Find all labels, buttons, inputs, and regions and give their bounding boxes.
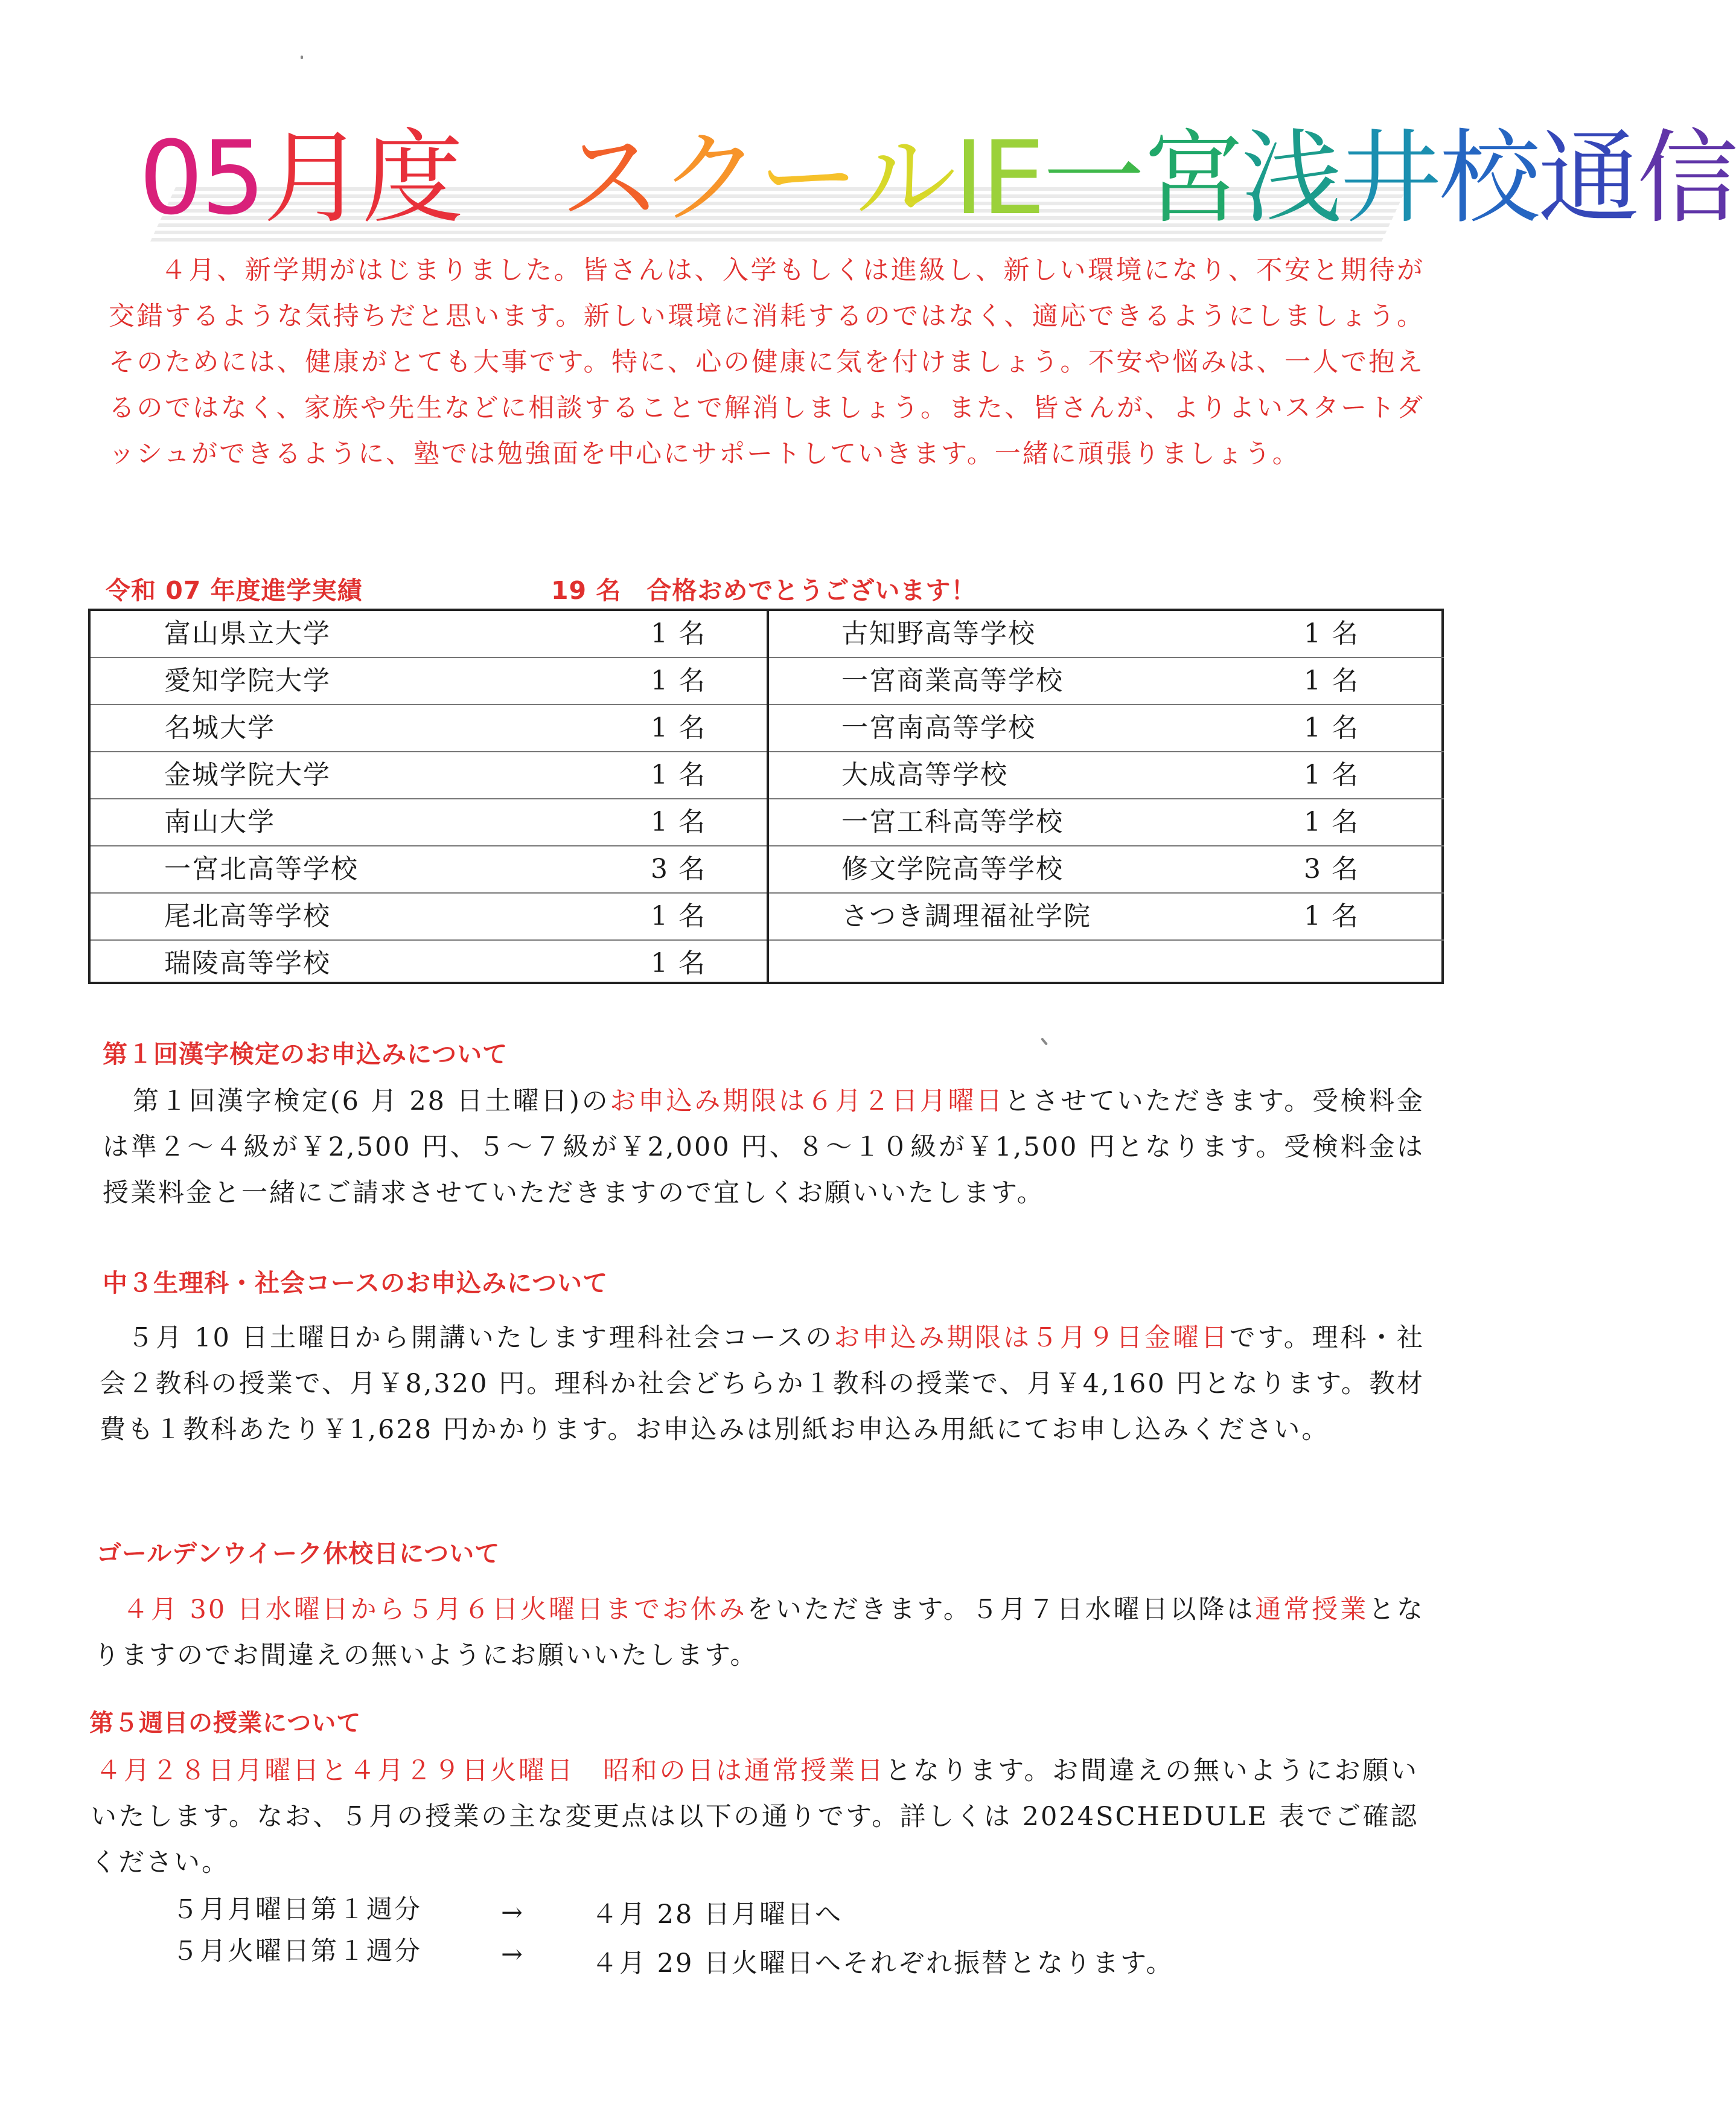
week5-text: となります。お間違えの無いようにお願いいたします。なお、５月の授業の主な変更点は以下の通りです。詳しくは 2024SCHEDULE 表でご確認ください。 bbox=[91, 1756, 1419, 1878]
science-heading: 中３生理科・社会コースのお申込みについて bbox=[103, 1269, 608, 1297]
pass-count: 1 名 bbox=[651, 712, 706, 743]
title-segment: 通 bbox=[1538, 119, 1638, 237]
pass-count: 1 名 bbox=[1304, 760, 1359, 790]
table-row bbox=[91, 941, 767, 987]
schedule-to: ４月 28 日月曜日へ bbox=[592, 1899, 843, 1930]
kanji-paragraph bbox=[103, 1078, 1425, 1216]
pass-count: 1 名 bbox=[1304, 618, 1359, 649]
week5-heading: 第５週目の授業について bbox=[89, 1709, 362, 1737]
table-row bbox=[769, 846, 1444, 894]
table-row bbox=[769, 894, 1444, 941]
school-name: 富山県立大学 bbox=[164, 618, 331, 649]
golden-week-paragraph bbox=[94, 1587, 1425, 1678]
table-row bbox=[91, 611, 767, 658]
pass-count: 1 名 bbox=[1304, 712, 1359, 743]
pass-count: 1 名 bbox=[1304, 901, 1359, 932]
school-name: 一宮北高等学校 bbox=[164, 854, 359, 885]
arrow-icon: → bbox=[501, 1898, 525, 1928]
golden-week-normal: 通常授業 bbox=[1255, 1595, 1369, 1625]
school-name: 愛知学院大学 bbox=[164, 665, 331, 696]
title-segment: 校 bbox=[1439, 119, 1539, 237]
school-name: さつき調理福祉学院 bbox=[841, 901, 1091, 932]
title-segment: 信 bbox=[1637, 119, 1736, 237]
science-text-1: ５月 10 日土曜日から開講いたします理科社会コースの bbox=[127, 1323, 834, 1353]
kanji-text-2: とさせていただきます。受検料金は準２～４級が￥2,500 円、５～７級が￥2,000 円、８～１０級が￥1,500 円となります。受検料金は授業料金と一緒にご請求させていただきますので宜しくお願いいたします。 bbox=[103, 1086, 1425, 1208]
title-segment: 宮 bbox=[1142, 119, 1242, 237]
school-name: 瑞陵高等学校 bbox=[164, 948, 331, 979]
school-name: 修文学院高等学校 bbox=[841, 854, 1064, 885]
golden-week-text-2: となりますのでお間違えの無いようにお願いいたします。 bbox=[94, 1595, 1425, 1671]
science-paragraph bbox=[100, 1315, 1425, 1453]
schedule-from: ５月火曜日第１週分 bbox=[172, 1936, 422, 1966]
title-segment bbox=[461, 119, 560, 237]
table-row bbox=[769, 705, 1444, 752]
table-row bbox=[91, 752, 767, 799]
week5-paragraph bbox=[91, 1748, 1418, 1886]
pass-count: 1 名 bbox=[651, 807, 706, 837]
golden-week-heading: ゴールデンウイーク休校日について bbox=[97, 1539, 500, 1568]
pass-count: 1 名 bbox=[1304, 665, 1359, 696]
school-name: 南山大学 bbox=[164, 807, 275, 837]
week5-dates: ４月２８日月曜日と４月２９日火曜日 昭和の日は通常授業日 bbox=[95, 1756, 886, 1786]
title-segment: 井 bbox=[1340, 119, 1440, 237]
kanji-deadline: お申込み期限は６月２日月曜日 bbox=[610, 1086, 1004, 1116]
title-segment: ク bbox=[659, 119, 758, 237]
title-segment: IE bbox=[954, 119, 1044, 237]
title-segment: 月度 bbox=[263, 119, 461, 237]
title-segment: ス bbox=[560, 119, 659, 237]
pass-count: 1 名 bbox=[1304, 807, 1359, 837]
title-text bbox=[139, 115, 1736, 242]
table-row bbox=[769, 799, 1444, 846]
school-name: 尾北高等学校 bbox=[164, 901, 331, 932]
table-row bbox=[769, 611, 1444, 658]
table-row bbox=[91, 846, 767, 894]
table-row-empty bbox=[769, 941, 1444, 987]
school-name: 名城大学 bbox=[164, 712, 275, 743]
title-segment: ー bbox=[758, 119, 855, 237]
pass-count: 3 名 bbox=[1304, 854, 1359, 885]
pass-count: 1 名 bbox=[651, 665, 706, 696]
table-row bbox=[91, 894, 767, 941]
kanji-text-1: 第１回漢字検定(6 月 28 日土曜日)の bbox=[133, 1086, 610, 1116]
results-column-right bbox=[767, 611, 1444, 982]
pass-count: 1 名 bbox=[651, 618, 706, 649]
newsletter-title bbox=[139, 115, 1736, 254]
pass-count: 3 名 bbox=[651, 854, 706, 885]
results-total: 19 名 合格おめでとうございます！ bbox=[551, 576, 977, 605]
golden-week-closed: ４月 30 日水曜日から５月６日火曜日までお休み bbox=[123, 1595, 747, 1625]
title-segment: 05 bbox=[139, 119, 263, 237]
pass-count: 1 名 bbox=[651, 901, 706, 932]
table-row bbox=[769, 658, 1444, 705]
intro-paragraph: ４月、新学期がはじまりました。皆さんは、入学もしくは進級し、新しい環境になり、不安と期待が交錯するような気持ちだと思います。新しい環境に消耗するのではなく、適応できるようにしましょう。そのためには、健康がとても大事です。特に、心の健康に気を付けましょう。不安や悩みは、一人で抱えるのではなく、家族や先生などに相談することで解消しましょう。また、皆さんが、よりよいスタートダッシュができるように、塾では勉強面を中心にサポートしていきます。一緒に頑張りましょう。 bbox=[109, 255, 1425, 469]
school-name: 一宮商業高等学校 bbox=[841, 665, 1064, 696]
scan-speck bbox=[301, 56, 303, 59]
title-segment: ル bbox=[855, 119, 954, 237]
title-segment: 浅 bbox=[1241, 119, 1341, 237]
scan-speck bbox=[1041, 1037, 1048, 1045]
school-name: 大成高等学校 bbox=[841, 760, 1008, 790]
table-row bbox=[91, 658, 767, 705]
science-text-2: です。理科・社会２教科の授業で、月￥8,320 円。理科か社会どちらか１教科の授業で、月￥4,160 円となります。教材費も１教科あたり￥1,628 円かかります。お申込みは別紙お申込み用紙にてお申し込みください。 bbox=[100, 1323, 1425, 1445]
results-table bbox=[88, 609, 1444, 984]
pass-count: 1 名 bbox=[651, 760, 706, 790]
arrow-icon: → bbox=[501, 1939, 525, 1969]
results-header bbox=[106, 571, 1071, 607]
science-deadline: お申込み期限は５月９日金曜日 bbox=[834, 1323, 1230, 1353]
pass-count: 1 名 bbox=[651, 948, 706, 979]
table-row bbox=[91, 705, 767, 752]
table-row bbox=[91, 799, 767, 846]
schedule-from: ５月月曜日第１週分 bbox=[172, 1895, 422, 1925]
schedule-to: ４月 29 日火曜日へそれぞれ振替となります。 bbox=[592, 1948, 1174, 1979]
school-name: 一宮工科高等学校 bbox=[841, 807, 1064, 837]
results-column-left bbox=[91, 611, 767, 987]
results-heading: 令和 07 年度進学実績 bbox=[106, 576, 363, 605]
table-row bbox=[769, 752, 1444, 799]
school-name: 一宮南高等学校 bbox=[841, 712, 1036, 743]
title-segment: 一 bbox=[1043, 119, 1143, 237]
kanji-heading: 第１回漢字検定のお申込みについて bbox=[103, 1040, 508, 1069]
school-name: 金城学院大学 bbox=[164, 760, 331, 790]
golden-week-text-1: をいただきます。５月７日水曜日以降は bbox=[747, 1595, 1256, 1625]
school-name: 古知野高等学校 bbox=[841, 618, 1036, 649]
